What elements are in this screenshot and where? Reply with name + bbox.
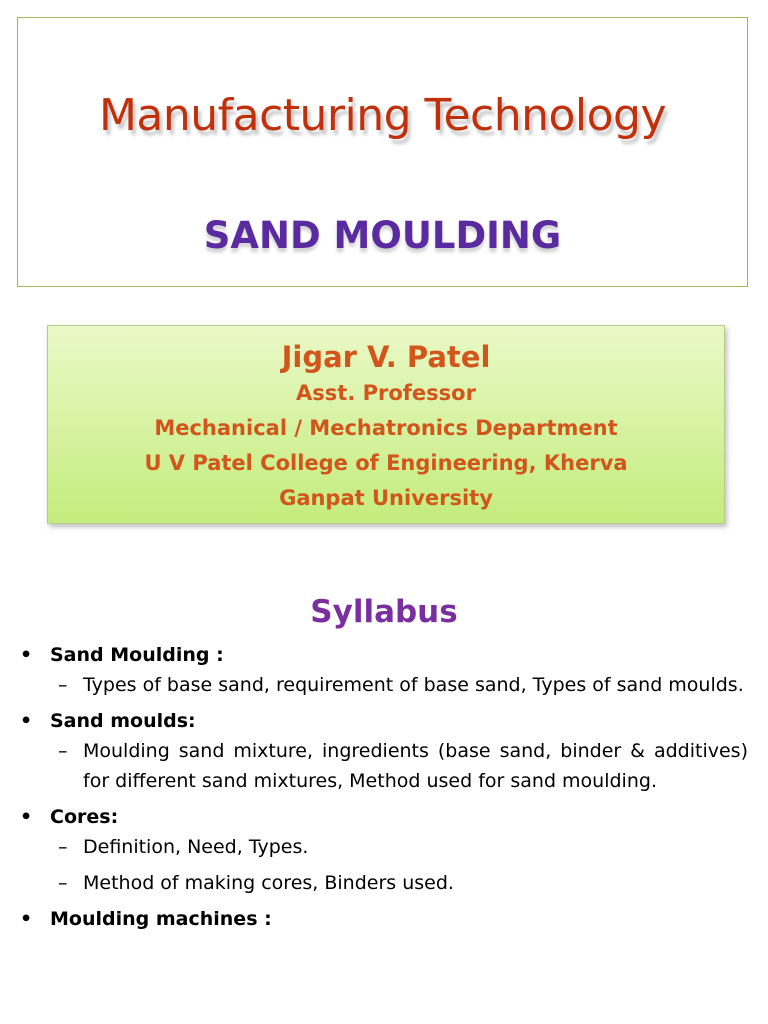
section-title: Sand Moulding : [50, 644, 224, 666]
section-title: Sand moulds: [50, 710, 196, 732]
list-item [18, 670, 748, 700]
list-item-text: Types of base sand, requirement of base sand, Types of sand moulds. [83, 674, 744, 696]
dash-icon: – [58, 872, 68, 894]
main-title: Manufacturing Technology [98, 90, 667, 141]
bullet-icon: • [20, 710, 33, 732]
author-college: U V Patel College of Engineering, Kherva [144, 451, 628, 475]
syllabus-section [18, 706, 748, 796]
subtitle: SAND MOULDING [203, 214, 562, 257]
author-box [47, 325, 725, 524]
bullet-icon: • [20, 908, 33, 930]
syllabus-list [18, 640, 748, 938]
author-university: Ganpat University [279, 486, 493, 510]
bullet-icon: • [20, 644, 33, 666]
list-item-text: Method of making cores, Binders used. [83, 872, 454, 894]
list-item [18, 868, 748, 898]
syllabus-heading: Syllabus [310, 594, 458, 630]
dash-icon: – [58, 674, 68, 696]
bullet-icon: • [20, 806, 33, 828]
list-item [18, 736, 748, 796]
author-name: Jigar V. Patel [281, 340, 491, 374]
section-title: Cores: [50, 806, 119, 828]
dash-icon: – [58, 836, 68, 858]
syllabus-section [18, 802, 748, 898]
list-item [18, 832, 748, 862]
author-position: Asst. Professor [296, 381, 476, 405]
list-item-text: Definition, Need, Types. [83, 836, 309, 858]
title-box [17, 17, 748, 287]
list-item-text: Moulding sand mixture, ingredients (base sand, binder & additives) for different sand mixtures, Method used for sand moulding. [83, 740, 748, 792]
syllabus-section [18, 640, 748, 700]
dash-icon: – [58, 740, 68, 762]
section-title: Moulding machines : [50, 908, 272, 930]
author-department: Mechanical / Mechatronics Department [154, 416, 618, 440]
syllabus-section [18, 904, 748, 934]
